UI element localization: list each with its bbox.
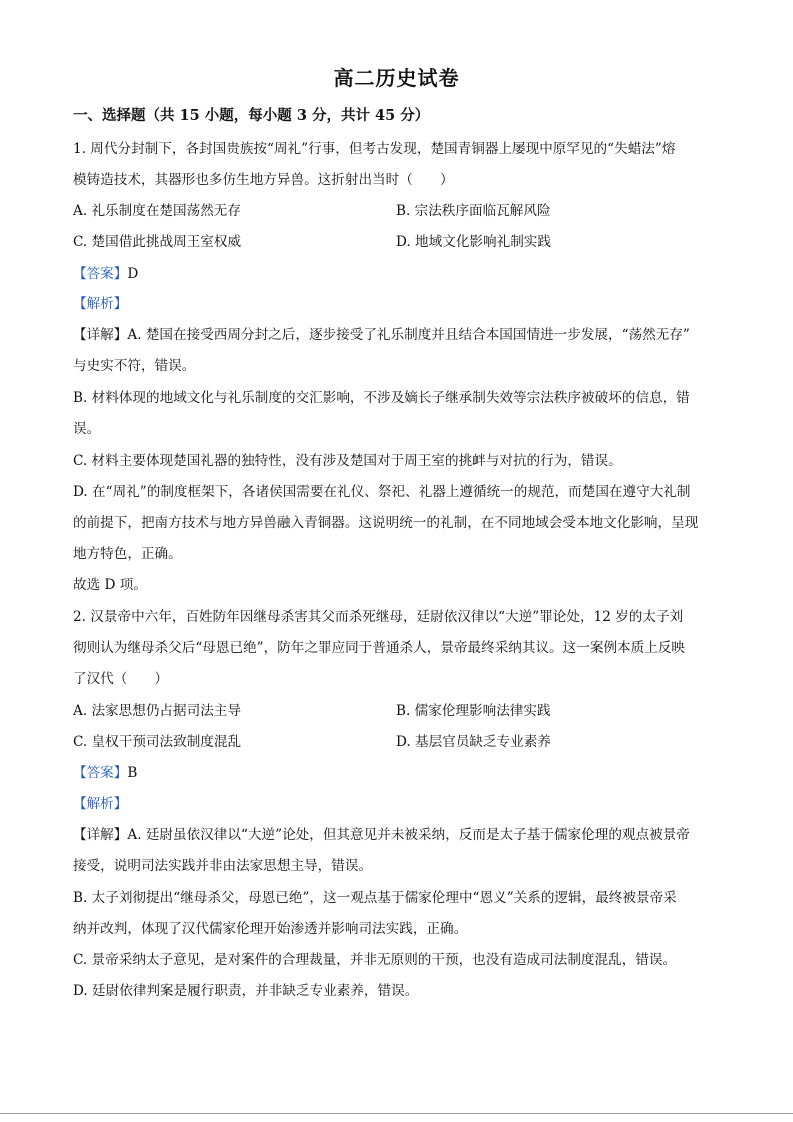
q1-option-d: D. 地域文化影响礼制实践 [396, 234, 551, 250]
q1-option-b: B. 宗法秩序面临瓦解风险 [396, 203, 551, 219]
page-title: 高二历史试卷 [333, 66, 460, 90]
q1-detail-line: B. 材料体现的地域文化与礼乐制度的交汇影响，不涉及嫡长子继承制失效等宗法秩序被破坏的信息，错 [73, 390, 690, 406]
q1-detail-a [73, 325, 728, 345]
page-bottom-divider [0, 1113, 793, 1114]
q1-stem-line: 模铸造技术，其器形也多仿生地方异兽。这折射出当时（ ） [73, 172, 454, 188]
q2-option-a: A. 法家思想仍占据司法主导 [73, 703, 241, 719]
q1-detail-line: C. 材料主要体现楚国礼器的独特性，没有涉及楚国对于周王室的挑衅与对抗的行为，错误。 [73, 453, 622, 469]
answer-value: D [127, 266, 139, 282]
q2-detail-line: 纳并改判，体现了汉代儒家伦理开始渗透并影响司法实践，正确。 [73, 921, 468, 937]
answer-label: 【答案】 [73, 266, 128, 282]
q2-detail-line: 接受，说明司法实践并非由法家思想主导，错误。 [73, 858, 373, 874]
detail-text: A. 廷尉虽依汉律以“大逆”论处，但其意见并未被采纳，反而是太子基于儒家伦理的观点被景帝 [127, 827, 690, 843]
q1-option-c: C. 楚国借此挑战周王室权威 [73, 234, 242, 250]
q1-detail-line: 地方特色，正确。 [73, 546, 182, 562]
q1-analysis-label: 【解析】 [73, 296, 128, 312]
q2-answer [73, 763, 728, 783]
q1-option-a: A. 礼乐制度在楚国荡然无存 [73, 203, 241, 219]
q2-detail-line: B. 太子刘彻提出“继母杀父，母恩已绝”，这一观点基于儒家伦理中“恩义”关系的逻辑，最终被景帝采 [73, 890, 677, 906]
q2-detail-line: D. 廷尉依律判案是履行职责，并非缺乏专业素养，错误。 [73, 983, 419, 999]
q2-detail-a [73, 825, 728, 845]
q1-answer [73, 264, 728, 284]
answer-value: B [127, 765, 138, 781]
q2-option-d: D. 基层官员缺乏专业素养 [396, 734, 551, 750]
q2-stem-line: 2. 汉景帝中六年，百姓防年因继母杀害其父而杀死继母，廷尉依汉律以“大逆”罪论处，12 岁的太子刘 [73, 609, 684, 625]
q1-detail-line: 误。 [73, 421, 101, 437]
detail-label: 【详解】 [73, 827, 128, 843]
q1-detail-line: D. 在“周礼”的制度框架下，各诸侯国需要在礼仪、祭祀、礼器上遵循统一的规范，而楚国在遵守大礼制 [73, 484, 691, 500]
q1-detail-line: 的前提下，把南方技术与地方异兽融入青铜器。这说明统一的礼制，在不同地域会受本地文化影响，呈现 [73, 515, 699, 531]
q1-stem-line: 1. 周代分封制下，各封国贵族按“周礼”行事，但考古发现，楚国青铜器上屡现中原罕见的“失蜡法”熔 [73, 141, 676, 157]
q2-stem-line: 彻则认为继母杀父后“母恩已绝”，防年之罪应同于普通杀人，景帝最终采纳其议。这一案例本质上反映 [73, 640, 686, 656]
section-heading: 一、选择题（共 15 小题，每小题 3 分，共计 45 分） [73, 107, 430, 124]
detail-label: 【详解】 [73, 327, 128, 343]
q1-detail-line: 与史实不符，错误。 [73, 358, 196, 374]
q1-conclusion: 故选 D 项。 [73, 577, 147, 593]
q2-analysis-label: 【解析】 [73, 796, 128, 812]
answer-label: 【答案】 [73, 765, 128, 781]
q2-option-c: C. 皇权干预司法致制度混乱 [73, 734, 242, 750]
q2-detail-line: C. 景帝采纳太子意见，是对案件的合理裁量，并非无原则的干预，也没有造成司法制度混乱，错误。 [73, 952, 677, 968]
q2-stem-line: 了汉代（ ） [73, 671, 169, 687]
q2-option-b: B. 儒家伦理影响法律实践 [396, 703, 551, 719]
detail-text: A. 楚国在接受西周分封之后，逐步接受了礼乐制度并且结合本国国情进一步发展，“荡然无存” [127, 327, 690, 343]
